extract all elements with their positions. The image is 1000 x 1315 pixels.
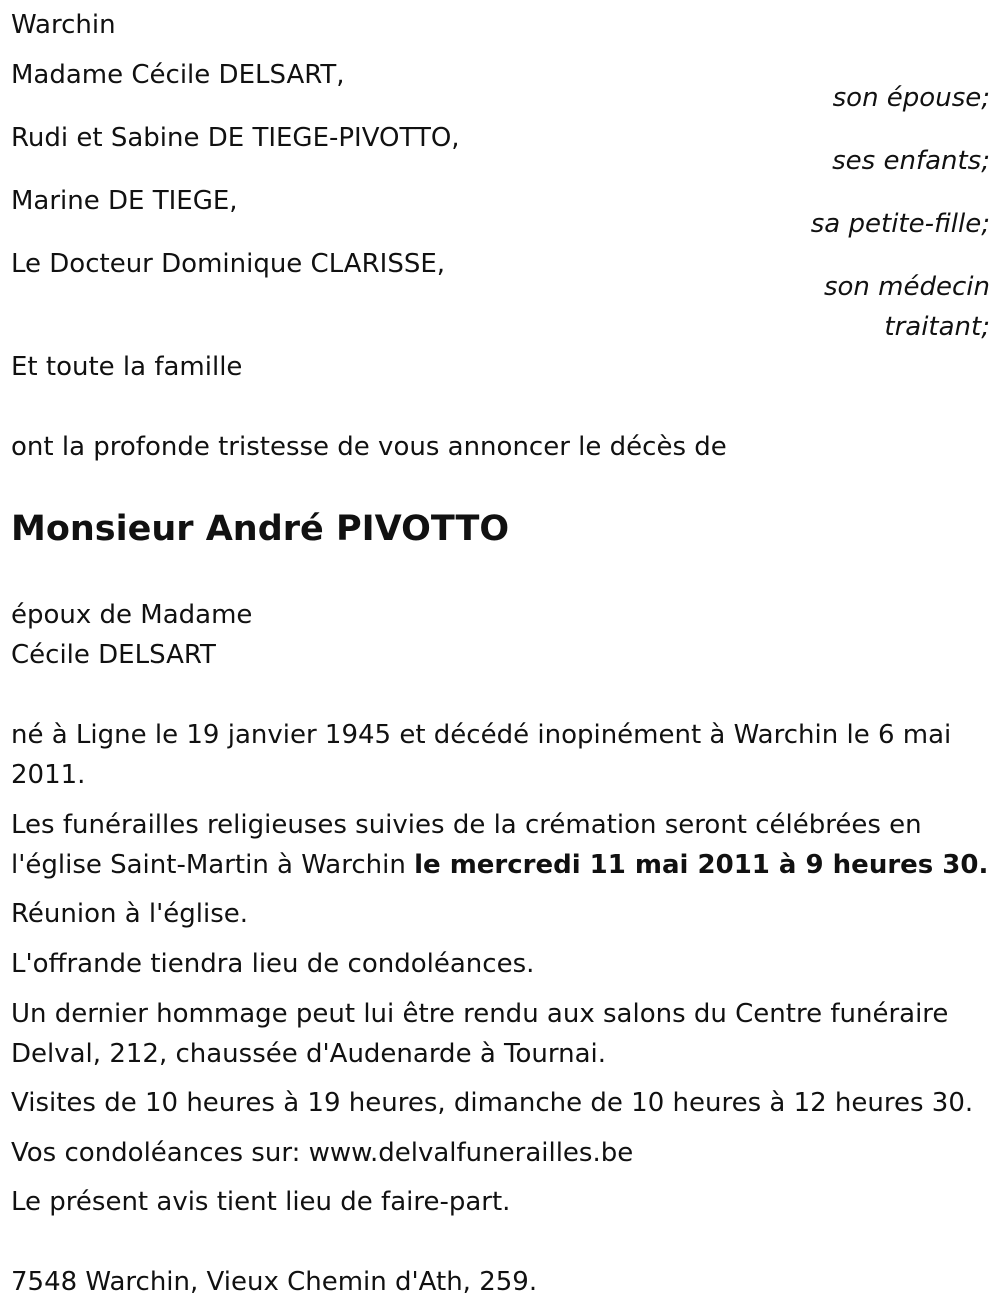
relation-granddaughter: sa petite-fille; (810, 209, 990, 239)
family-closing: Et toute la famille (11, 352, 243, 382)
tribute-text: Un dernier hommage peut lui être rendu aux salons du Centre funéraire Delval, 212, chaussée d'Audenarde à Tournai. (11, 999, 949, 1069)
offering-text: L'offrande tiendra lieu de condoléances. (11, 949, 535, 979)
deceased-name: Monsieur André PIVOTTO (11, 509, 510, 549)
funeral-paragraph (11, 805, 991, 885)
family-member-doctor: Le Docteur Dominique CLARISSE, (11, 249, 446, 279)
condolences-text: Vos condoléances sur: www.delvalfunerailles.be (11, 1138, 634, 1168)
family-member-spouse: Madame Cécile DELSART, (11, 60, 345, 90)
notice-text: Le présent avis tient lieu de faire-part. (11, 1187, 511, 1217)
relation-children: ses enfants; (832, 146, 990, 176)
funeral-date: le mercredi 11 mai 2011 à 9 heures 30. (414, 850, 989, 880)
spouse-line-1: époux de Madame (11, 600, 253, 630)
relation-spouse: son épouse; (832, 83, 990, 113)
spouse-line-2: Cécile DELSART (11, 640, 216, 670)
visits-text: Visites de 10 heures à 19 heures, dimanche de 10 heures à 12 heures 30. (11, 1088, 974, 1118)
birth-death-text: né à Ligne le 19 janvier 1945 et décédé inopinément à Warchin le 6 mai 2011. (11, 720, 952, 790)
announcement-text: ont la profonde tristesse de vous annoncer le décès de (11, 432, 727, 462)
address-text: 7548 Warchin, Vieux Chemin d'Ath, 259. (11, 1267, 538, 1297)
family-member-children: Rudi et Sabine DE TIEGE-PIVOTTO, (11, 123, 460, 153)
funeral-text: Les funérailles religieuses suivies de la crémation seront célébrées en l'église Saint-Martin à Warchin (11, 810, 922, 880)
family-member-granddaughter: Marine DE TIEGE, (11, 186, 238, 216)
location-heading: Warchin (11, 10, 116, 40)
relation-doctor-line2: traitant; (884, 312, 990, 342)
relation-doctor-line1: son médecin (823, 272, 990, 302)
meeting-text: Réunion à l'église. (11, 899, 249, 929)
